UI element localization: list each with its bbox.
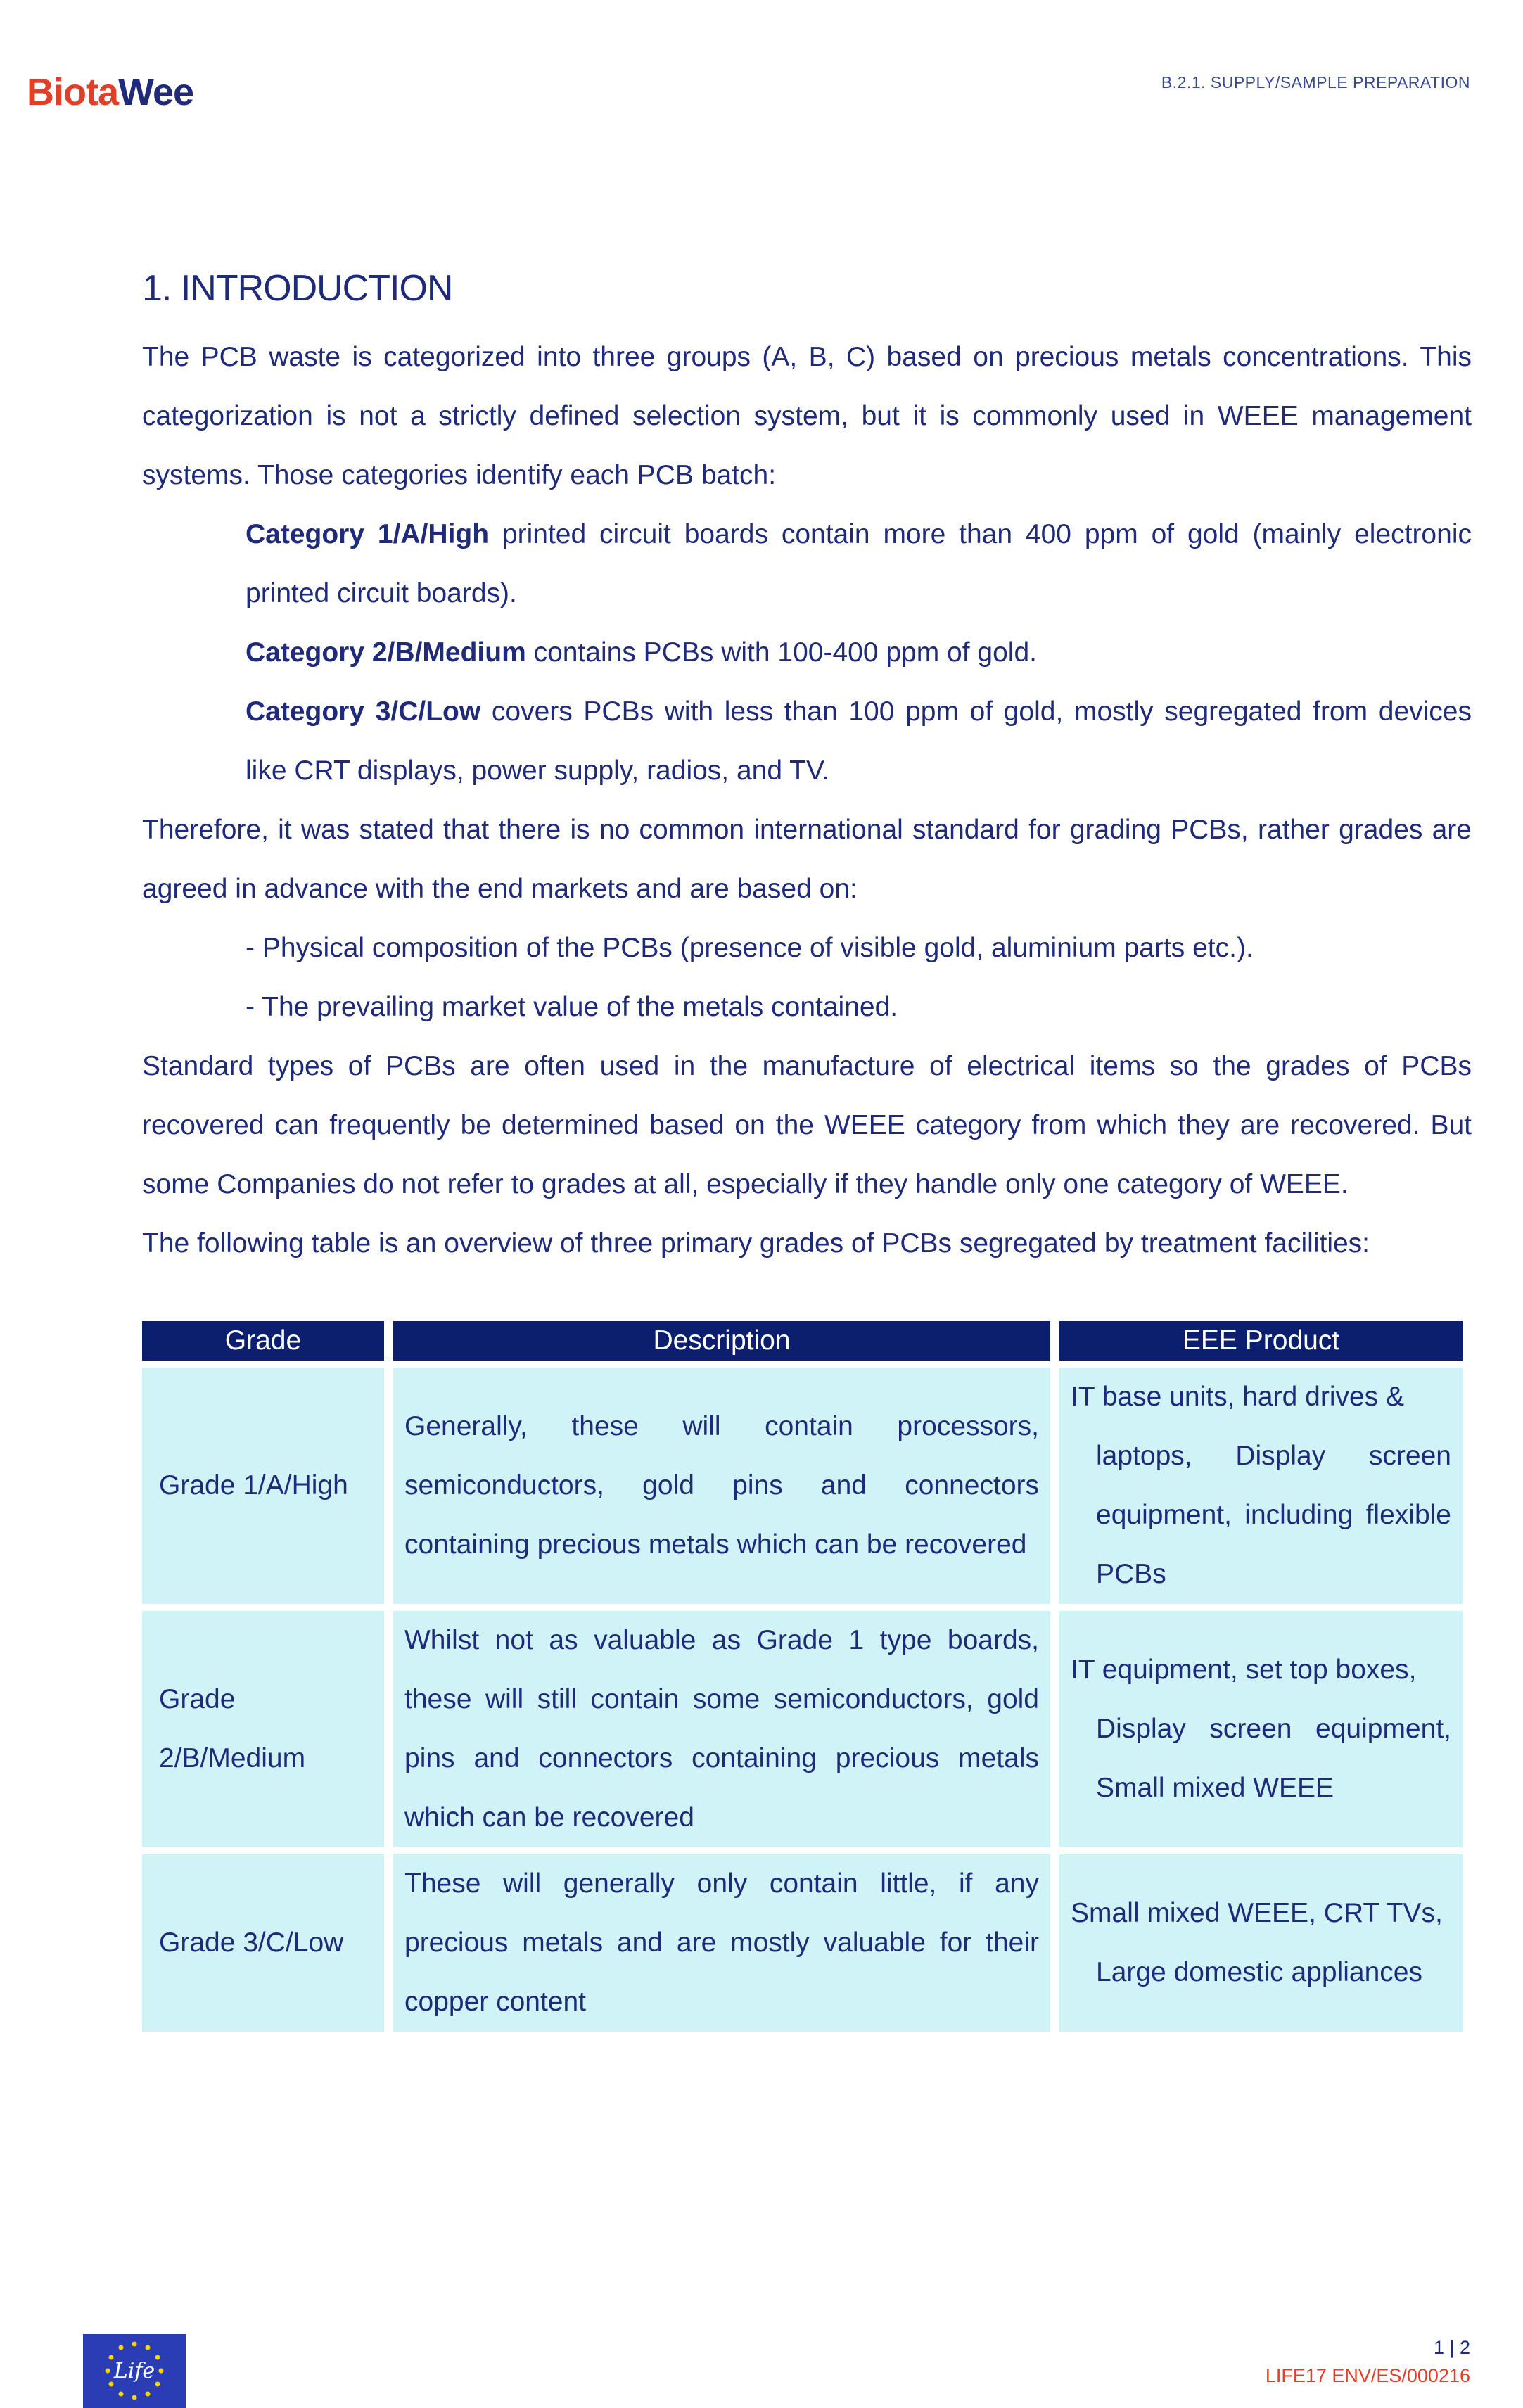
- logo-part-wee: Wee: [118, 71, 194, 113]
- product-cell: [1059, 1611, 1463, 1847]
- bullet-physical-composition: - Physical composition of the PCBs (presence of visible gold, aluminium parts etc.).: [246, 933, 1254, 963]
- category-1-paragraph: [246, 505, 1472, 623]
- table-row: [142, 1611, 1463, 1847]
- description-cell: These will generally only contain little, if any precious metals and are mostly valuable for their copper content: [393, 1854, 1050, 2032]
- pcb-grades-table: [133, 1314, 1472, 2039]
- table-row: [142, 1854, 1463, 2032]
- table-intro-paragraph: The following table is an overview of three primary grades of PCBs segregated by treatment facilities:: [142, 1228, 1370, 1259]
- product-first-line: IT equipment, set top boxes,: [1071, 1655, 1417, 1685]
- grade-cell: Grade 1/A/High: [142, 1368, 384, 1604]
- category-1-label: Category 1/A/High: [246, 519, 490, 549]
- category-2-label: Category 2/B/Medium: [246, 637, 526, 668]
- section-label: B.2.1. SUPPLY/SAMPLE PREPARATION: [1161, 73, 1470, 91]
- page-number: 1 | 2: [1433, 2337, 1470, 2358]
- product-first-line: Small mixed WEEE, CRT TVs,: [1071, 1898, 1443, 1928]
- page-heading: 1. INTRODUCTION: [142, 268, 453, 309]
- header-grade: Grade: [142, 1321, 384, 1361]
- project-code: LIFE17 ENV/ES/000216: [1265, 2365, 1470, 2386]
- header-description: Description: [393, 1321, 1050, 1361]
- description-cell: Whilst not as valuable as Grade 1 type boards, these will still contain some semiconductors, gold pins and connectors containing precious metals which can be recovered: [393, 1611, 1050, 1847]
- document-body: [142, 267, 1472, 2039]
- life-logo-text: Life: [113, 2359, 155, 2383]
- bullet-market-value: - The prevailing market value of the metals contained.: [246, 992, 898, 1022]
- logo-part-biota: Biota: [27, 71, 118, 113]
- table-row: [142, 1368, 1463, 1604]
- category-1-text: printed circuit boards contain more than 400 ppm of gold (mainly electronic printed circuit boards).: [246, 519, 1472, 609]
- product-first-line: IT base units, hard drives &: [1071, 1382, 1405, 1412]
- standards-paragraph: Therefore, it was stated that there is no common international standard for grading PCBs, rather grades are agreed in advance with the end markets and are based on:: [142, 815, 1472, 904]
- standard-types-paragraph: Standard types of PCBs are often used in the manufacture of electrical items so the grades of PCBs recovered can frequently be determined based on the WEEE category from which they are recovered. But some Companies do not refer to grades at all, especially if they handle only one category of WEEE.: [142, 1051, 1472, 1199]
- category-3-paragraph: [246, 682, 1472, 801]
- eu-life-logo-icon: [83, 2334, 186, 2408]
- category-3-label: Category 3/C/Low: [246, 696, 481, 727]
- header-eee-product: EEE Product: [1059, 1321, 1463, 1361]
- category-3-text: covers PCBs with less than 100 ppm of gold, mostly segregated from devices like CRT displays, power supply, radios, and TV.: [246, 696, 1472, 786]
- intro-paragraph: The PCB waste is categorized into three groups (A, B, C) based on precious metals concentrations. This categorization is not a strictly defined selection system, but it is commonly used in WEEE management systems. Those categories identify each PCB batch:: [142, 342, 1472, 490]
- grade-cell: Grade 2/B/Medium: [142, 1611, 384, 1847]
- product-cell: [1059, 1854, 1463, 2032]
- grade-cell: Grade 3/C/Low: [142, 1854, 384, 2032]
- table-header-row: [142, 1321, 1463, 1361]
- product-cell: [1059, 1368, 1463, 1604]
- category-2-paragraph: [246, 623, 1472, 682]
- product-rest: laptops, Display screen equipment, including flexible PCBs: [1096, 1441, 1451, 1589]
- biotawee-logo: [27, 70, 193, 114]
- category-2-text: contains PCBs with 100-400 ppm of gold.: [525, 637, 1037, 668]
- product-rest: Large domestic appliances: [1096, 1957, 1422, 1987]
- product-rest: Display screen equipment, Small mixed WEEE: [1096, 1714, 1451, 1803]
- description-cell: Generally, these will contain processors, semiconductors, gold pins and connectors containing precious metals which can be recovered: [393, 1368, 1050, 1604]
